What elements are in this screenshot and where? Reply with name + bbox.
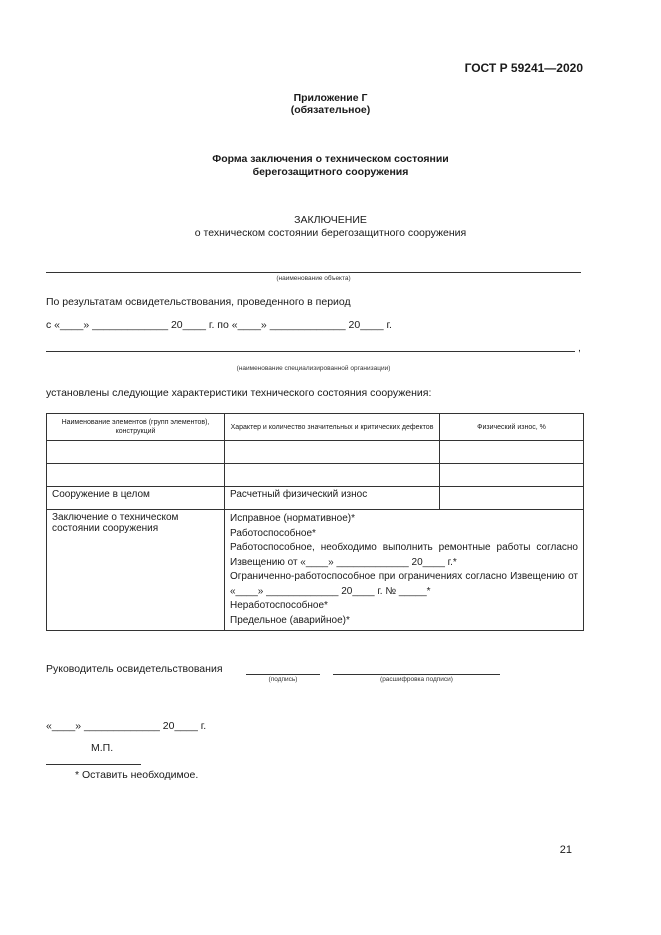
structure-label: Сооружение в целом bbox=[47, 487, 225, 510]
table-header-row bbox=[47, 414, 584, 441]
stamp-label: М.П. bbox=[91, 742, 114, 754]
option-limited: Ограниченно-работоспособное при ограничениях согласно Извещению от «____» _____________ 20____ г. № _____* bbox=[230, 571, 578, 597]
wear-label: Расчетный физический износ bbox=[225, 487, 440, 510]
page-number: 21 bbox=[559, 844, 572, 856]
established-text: установлены следующие характеристики технического состояния сооружения: bbox=[46, 387, 432, 399]
form-title-line1: Форма заключения о техническом состоянии bbox=[212, 153, 449, 165]
period-line: с «____» _____________ 20____ г. по «____» _____________ 20____ г. bbox=[46, 319, 392, 331]
condition-table bbox=[46, 413, 584, 631]
signature-caption: (подпись) bbox=[268, 676, 298, 683]
header-wear: Физический износ, % bbox=[440, 414, 584, 441]
table-cell bbox=[225, 464, 440, 487]
option-operable: Работоспособное* bbox=[230, 527, 316, 539]
header-defects: Характер и количество значительных и критических дефектов bbox=[225, 414, 440, 441]
table-cell bbox=[47, 441, 225, 464]
option-operable-repair: Работоспособное, необходимо выполнить ремонтные работы согласно Извещению от «____» _____________ 20____ г.* bbox=[230, 542, 578, 568]
object-caption: (наименование объекта) bbox=[276, 275, 351, 282]
conclusion-label: Заключение о техническом состоянии сооружения bbox=[47, 510, 225, 631]
option-serviceable: Исправное (нормативное)* bbox=[230, 513, 355, 524]
object-name-line bbox=[46, 272, 581, 273]
header-elements: Наименование элементов (групп элементов), конструкций bbox=[47, 414, 225, 441]
footnote: * Оставить необходимое. bbox=[75, 769, 199, 781]
signature-decode-line bbox=[333, 674, 500, 675]
conclusion-subtitle: о техническом состоянии берегозащитного сооружения bbox=[194, 227, 467, 239]
appendix-status: (обязательное) bbox=[290, 104, 371, 116]
table-cell bbox=[440, 464, 584, 487]
table-cell bbox=[225, 441, 440, 464]
form-title-line2: берегозащитного сооружения bbox=[252, 166, 409, 178]
table-row bbox=[47, 441, 584, 464]
supervisor-label: Руководитель освидетельствования bbox=[46, 663, 223, 675]
organization-name-line bbox=[46, 351, 575, 352]
standard-number: ГОСТ Р 59241—2020 bbox=[464, 61, 583, 75]
conclusion-heading: ЗАКЛЮЧЕНИЕ bbox=[294, 214, 367, 226]
option-emergency: Предельное (аварийное)* bbox=[230, 614, 350, 626]
table-row-structure bbox=[47, 487, 584, 510]
survey-text: По результатам освидетельствования, проведенного в период bbox=[46, 296, 351, 308]
wear-value-cell bbox=[440, 487, 584, 510]
table-cell bbox=[47, 464, 225, 487]
date-line: «____» _____________ 20____ г. bbox=[46, 720, 207, 732]
organization-line-end: , bbox=[578, 342, 581, 354]
table-row bbox=[47, 464, 584, 487]
signature-line bbox=[246, 674, 320, 675]
signature-decode-caption: (расшифровка подписи) bbox=[380, 676, 453, 683]
option-inoperable: Неработоспособное* bbox=[230, 600, 328, 611]
appendix-title: Приложение Г bbox=[293, 92, 368, 104]
condition-options bbox=[225, 510, 584, 631]
organization-caption: (наименование специализированной организации) bbox=[236, 365, 391, 372]
table-row-conclusion bbox=[47, 510, 584, 631]
table-cell bbox=[440, 441, 584, 464]
footnote-separator bbox=[46, 764, 141, 765]
